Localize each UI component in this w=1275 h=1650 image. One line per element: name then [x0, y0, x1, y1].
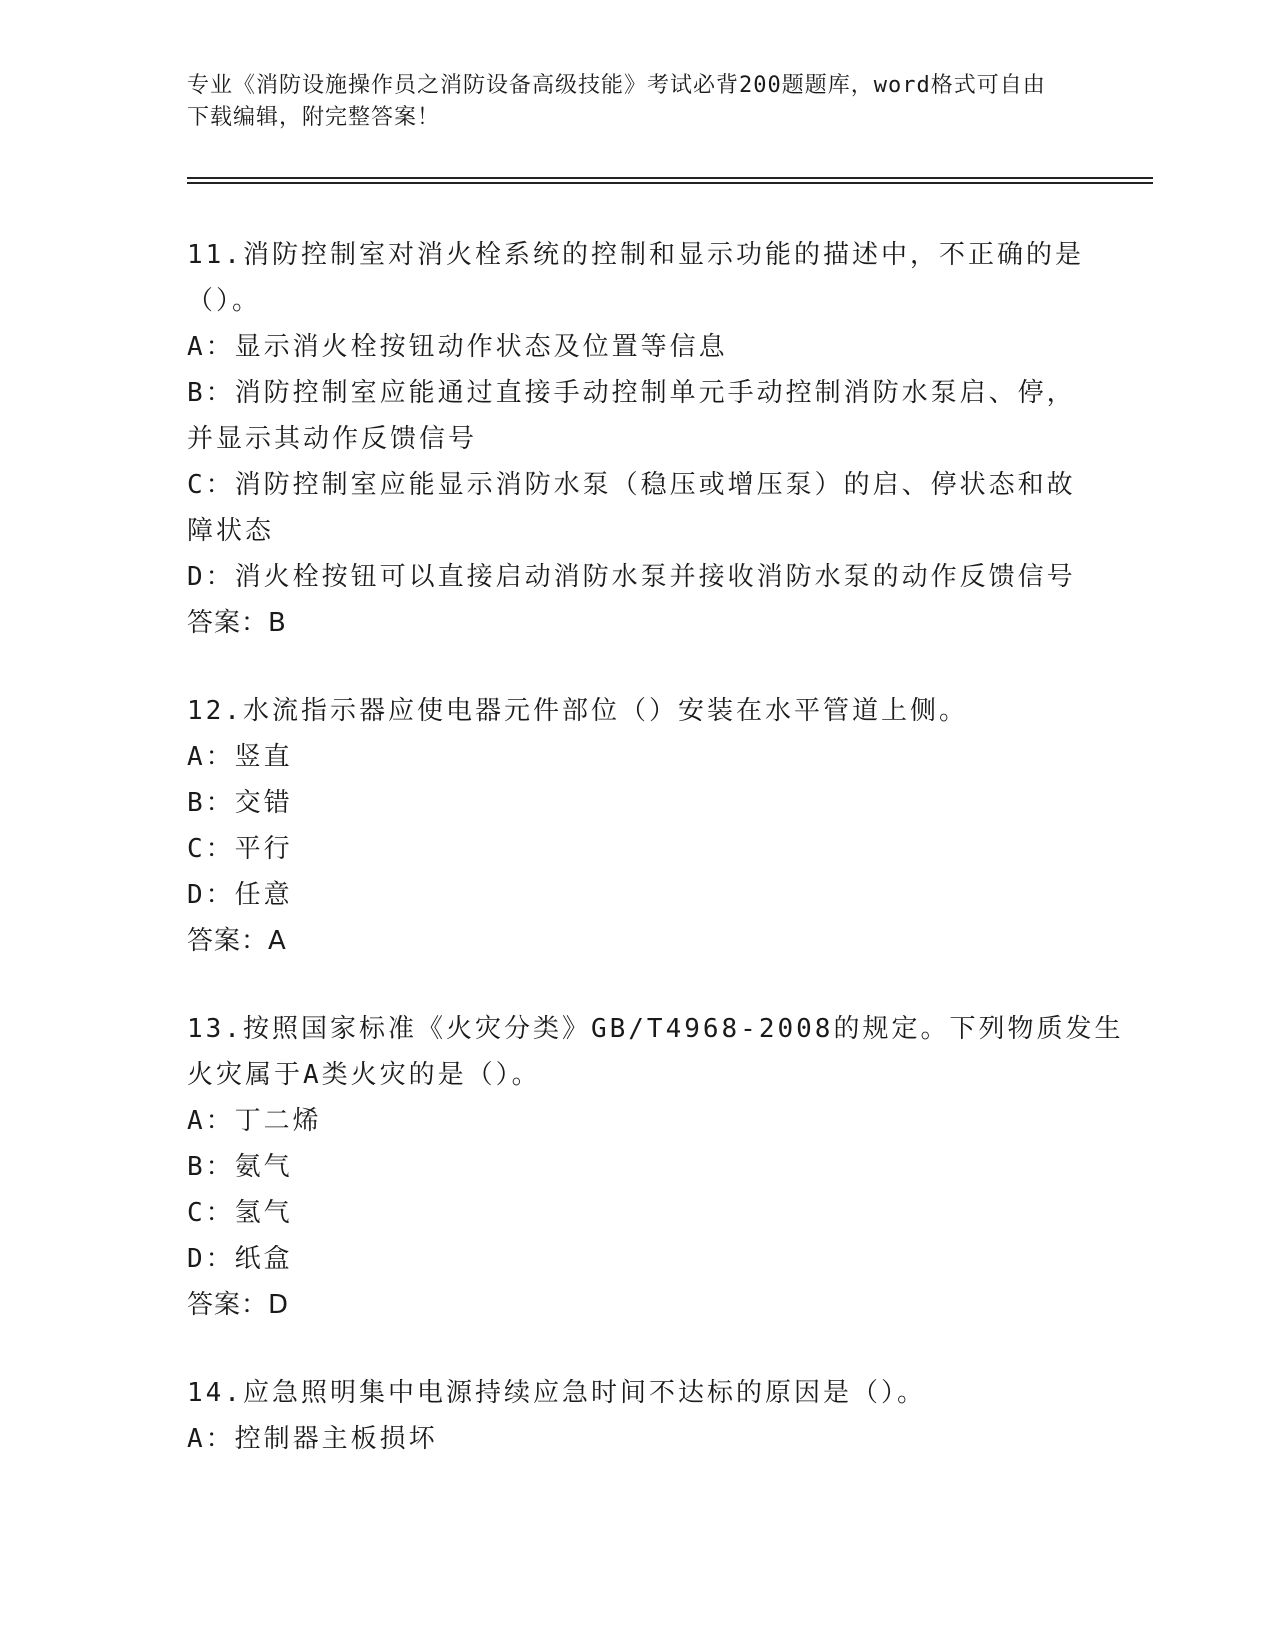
- question-block: [187, 232, 1087, 646]
- option-line: B：交错: [187, 788, 293, 818]
- option-line: D：任意: [187, 880, 293, 910]
- option-line: B：氨气: [187, 1152, 293, 1182]
- header-divider-bottom: [187, 182, 1153, 184]
- option-line: A：控制器主板损坏: [187, 1424, 438, 1454]
- document-header: [187, 70, 1067, 134]
- option-line: C：消防控制室应能显示消防水泵（稳压或增压泵）的启、停状态和故: [187, 470, 1076, 500]
- question-block: [187, 1006, 1124, 1328]
- question-block: [187, 688, 1087, 964]
- question-title-line: 14.应急照明集中电源持续应急时间不达标的原因是（）。: [187, 1378, 926, 1408]
- answer-label: 答案：A: [187, 926, 287, 956]
- question-block: [187, 1370, 1087, 1462]
- option-line: D：消火栓按钮可以直接启动消防水泵并接收消防水泵的动作反馈信号: [187, 562, 1076, 592]
- question-list: [187, 232, 1124, 1504]
- option-line: A：显示消火栓按钮动作状态及位置等信息: [187, 332, 728, 362]
- question-title-line: 11.消防控制室对消火栓系统的控制和显示功能的描述中，不正确的是: [187, 240, 1084, 270]
- option-line: 障状态: [187, 516, 275, 546]
- option-line: C：平行: [187, 834, 293, 864]
- option-line: C：氢气: [187, 1198, 293, 1228]
- answer-label: 答案：D: [187, 1290, 290, 1320]
- question-title-line: 12.水流指示器应使电器元件部位（）安装在水平管道上侧。: [187, 696, 968, 726]
- header-text: 专业《消防设施操作员之消防设备高级技能》考试必背200题题库，word格式可自由下载编辑，附完整答案！: [187, 73, 1046, 130]
- option-line: D：纸盒: [187, 1244, 293, 1274]
- question-title-line: 13.按照国家标准《火灾分类》GB/T4968-2008的规定。下列物质发生: [187, 1014, 1124, 1044]
- option-line: A：竖直: [187, 742, 293, 772]
- question-title-line: （）。: [187, 286, 262, 316]
- option-line: A：丁二烯: [187, 1106, 322, 1136]
- header-divider-top: [187, 177, 1153, 179]
- answer-label: 答案：B: [187, 608, 287, 638]
- option-line: B：消防控制室应能通过直接手动控制单元手动控制消防水泵启、停，: [187, 378, 1076, 408]
- question-title-line: 火灾属于A类火灾的是（）。: [187, 1060, 541, 1090]
- option-line: 并显示其动作反馈信号: [187, 424, 478, 454]
